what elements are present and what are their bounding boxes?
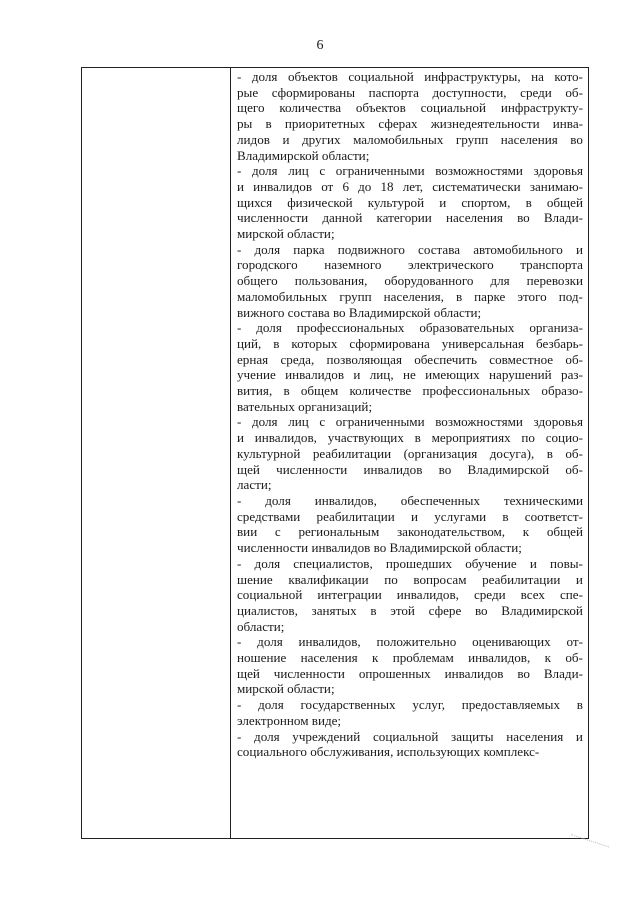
indicator-line: вижного состава во Владимирской области; — [237, 304, 482, 320]
table-right-cell — [231, 68, 588, 838]
indicator-line: ношение населения к проблемам инвалидов, к об- — [237, 650, 583, 666]
indicator-item — [237, 163, 583, 242]
indicator-line: - доля учреждений социальной защиты населения и — [237, 728, 583, 744]
indicator-line: ры в приоритетных сферах жизнедеятельности инва- — [237, 116, 583, 132]
indicator-line: Владимирской области; — [237, 147, 370, 163]
indicator-line: средствами реабилитации и услугами в соответст- — [237, 508, 583, 524]
indicator-line: лидов и других маломобильных групп населения во — [237, 131, 583, 147]
indicator-line: численности данной категории населения во Влади- — [237, 210, 583, 226]
indicator-line: - доля лиц с ограниченными возможностями здоровья — [237, 163, 583, 179]
indicator-item — [237, 556, 583, 635]
indicator-line: щего количества объектов социальной инфраструкту- — [237, 100, 583, 116]
indicator-line: и инвалидов от 6 до 18 лет, систематически занимаю- — [237, 178, 583, 194]
indicator-line: - доля государственных услуг, предоставляемых в — [237, 697, 583, 713]
indicator-item — [237, 242, 583, 321]
indicator-line: циалистов, занятых в этой сфере во Владимирской — [237, 602, 583, 618]
indicator-line: маломобильных групп населения, в парке этого под- — [237, 288, 583, 304]
indicator-line: щей численности инвалидов во Владимирской об- — [237, 461, 583, 477]
indicator-line: мирской области; — [237, 681, 335, 697]
indicator-line: рые сформированы паспорта доступности, среди об- — [237, 84, 583, 100]
indicator-line: - доля парка подвижного состава автомобильного и — [237, 241, 583, 257]
indicator-line: численности инвалидов во Владимирской области; — [237, 540, 522, 556]
page-number: 6 — [316, 38, 324, 53]
indicator-line: - доля объектов социальной инфраструктуры, на кото- — [237, 69, 583, 84]
indicator-line: области; — [237, 618, 285, 634]
table-left-cell — [82, 68, 231, 838]
indicator-item — [237, 697, 583, 728]
indicator-line: социального обслуживания, использующих комплекс- — [237, 744, 540, 760]
indicator-line: - доля специалистов, прошедших обучение и повы- — [237, 555, 583, 571]
indicator-line: мирской области; — [237, 226, 335, 242]
indicator-line: городского наземного электрического транспорта — [237, 257, 583, 273]
indicator-line: вития, в общем количестве профессиональных образо- — [237, 383, 583, 399]
indicator-line: ций, в которых сформирована универсальная безбарь- — [237, 335, 583, 351]
indicator-line: социальной интеграции инвалидов, среди всех спе- — [237, 587, 583, 603]
indicator-line: щихся физической культурой и спортом, в общей — [237, 194, 583, 210]
indicator-line: щей численности опрошенных инвалидов во Влади- — [237, 665, 583, 681]
indicator-item — [237, 729, 583, 760]
indicator-line: учение инвалидов и лиц, не имеющих нарушений раз- — [237, 367, 583, 383]
indicator-line: и инвалидов, участвующих в мероприятиях по социо- — [237, 430, 583, 446]
indicator-line: ерная среда, позволяющая обеспечить совместное об- — [237, 351, 583, 367]
indicator-line: - доля инвалидов, обеспеченных техническими — [237, 492, 583, 508]
indicator-line: вии с региональным законодательством, к общей — [237, 524, 583, 540]
indicator-item — [237, 493, 583, 556]
indicator-item — [237, 414, 583, 493]
indicator-line: шение квалификации по вопросам реабилитации и — [237, 571, 583, 587]
indicator-line: - доля инвалидов, положительно оценивающих от- — [237, 634, 583, 650]
indicator-item — [237, 69, 583, 163]
indicator-line: ласти; — [237, 477, 272, 493]
indicator-line: общего пользования, оборудованного для перевозки — [237, 273, 583, 289]
indicator-item — [237, 634, 583, 697]
document-table — [81, 67, 589, 839]
indicator-line: электронном виде; — [237, 712, 342, 728]
indicator-line: вательных организаций; — [237, 398, 373, 414]
indicator-line: - доля лиц с ограниченными возможностями здоровья — [237, 414, 583, 430]
indicator-line: - доля профессиональных образовательных организа- — [237, 320, 583, 336]
indicator-line: культурной реабилитации (организация досуга), в об- — [237, 445, 583, 461]
indicator-item — [237, 320, 583, 414]
